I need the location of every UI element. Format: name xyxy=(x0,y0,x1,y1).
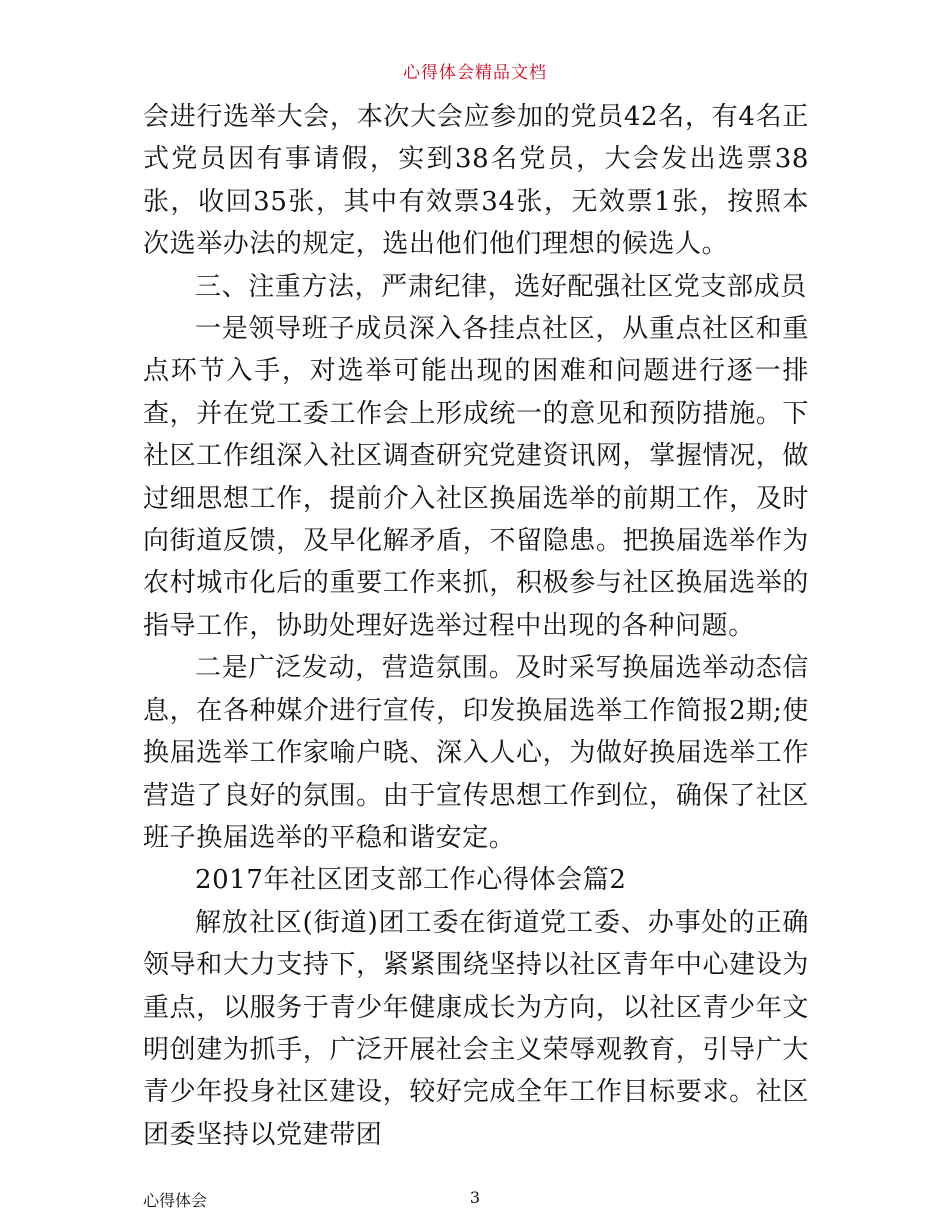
section-heading-3: 三、注重方法，严肃纪律，选好配强社区党支部成员 xyxy=(195,271,807,302)
document-body xyxy=(143,96,809,1156)
paragraph-1: 会进行选举大会，本次大会应参加的党员42名，有4名正式党员因有事请假，实到38名党员，大会发出选票38张，收回35张，其中有效票34张，无效票1张，按照本次选举办法的规定，选出他们他们理想的候选人。 xyxy=(143,102,809,260)
page-number: 3 xyxy=(469,1188,481,1207)
paragraph-point-1: 一是领导班子成员深入各挂点社区，从重点社区和重点环节入手，对选举可能出现的困难和问题进行逐一排查，并在党工委工作会上形成统一的意见和预防措施。下社区工作组深入社区调查研究党建资讯网，掌握情况，做过细思想工作，提前介入社区换届选举的前期工作，及时向街道反馈，及早化解矛盾，不留隐患。把换届选举作为农村城市化后的重要工作来抓，积极参与社区换届选举的指导工作，协助处理好选举过程中出现的各种问题。 xyxy=(143,314,809,641)
article-title-2: 2017年社区团支部工作心得体会篇2 xyxy=(195,865,627,896)
footer-label: 心得体会 xyxy=(143,1191,208,1210)
paragraph-article-2-intro: 解放社区(街道)团工委在街道党工委、办事处的正确领导和大力支持下，紧紧围绕坚持以社区青年中心建设为重点，以服务于青少年健康成长为方向，以社区青少年文明创建为抓手，广泛开展社会主义荣辱观教育，引导广大青少年投身社区建设，较好完成全年工作目标要求。社区团委坚持以党建带团 xyxy=(143,907,809,1150)
page-header-title: 心得体会精品文档 xyxy=(403,63,547,83)
paragraph-point-2: 二是广泛发动，营造氛围。及时采写换届选举动态信息，在各种媒介进行宣传，印发换届选举工作简报2期;使换届选举工作家喻户晓、深入人心，为做好换届选举工作营造了良好的氛围。由于宣传思想工作到位，确保了社区班子换届选举的平稳和谐安定。 xyxy=(143,653,809,853)
